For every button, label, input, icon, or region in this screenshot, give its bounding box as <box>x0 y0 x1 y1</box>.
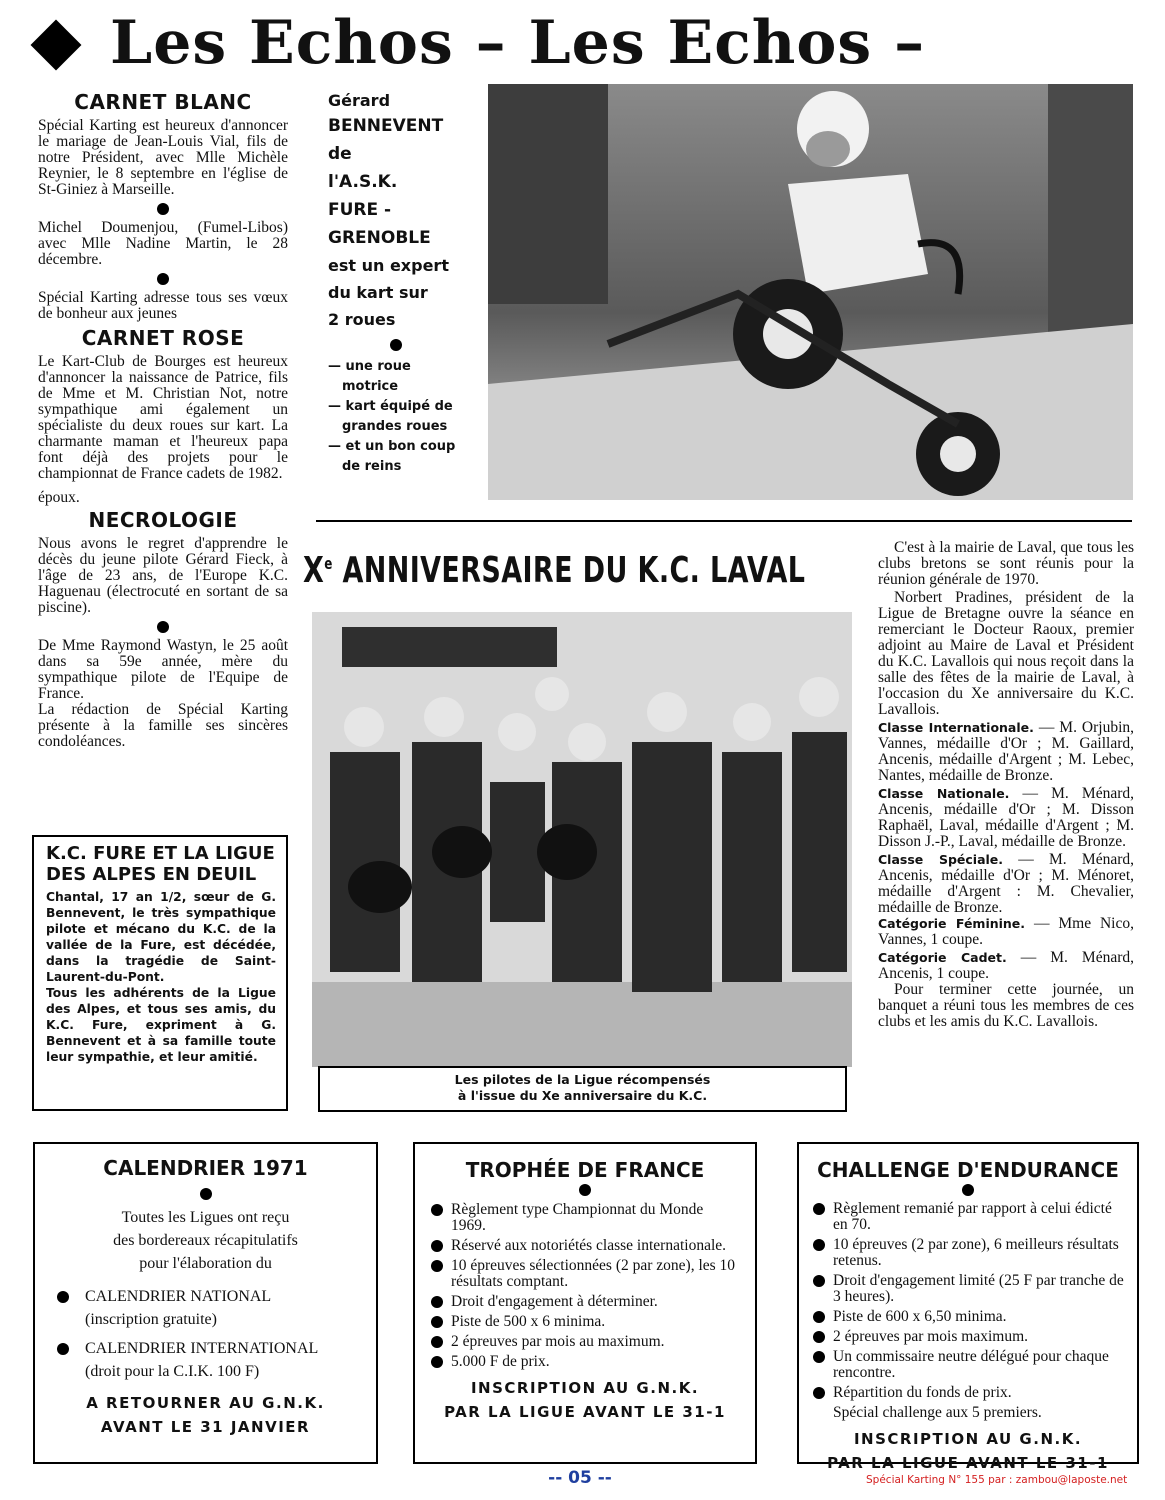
photo-caption-box <box>318 1066 847 1112</box>
carnet-blanc-text-2: Michel Doumenjou, (Fumel-Libos) avec Mlle Nadine Martin, le 28 décembre. <box>38 219 288 268</box>
feature-2: — kart équipé de grandes roues <box>328 399 453 434</box>
gerard-line-5: FURE - <box>328 200 392 220</box>
calendrier-title: CALENDRIER 1971 <box>103 1156 308 1180</box>
calendrier-international: CALENDRIER INTERNATIONAL (droit pour la C.I.K. 100 F) <box>57 1337 376 1383</box>
trophee-box <box>413 1142 757 1464</box>
kart-photo <box>488 84 1133 500</box>
group-photo <box>312 612 852 1067</box>
trophee-title: TROPHÉE DE FRANCE <box>465 1158 705 1182</box>
bullet-icon <box>200 1188 212 1200</box>
gerard-line-4: l'A.S.K. <box>328 172 398 192</box>
necrologie-text-1: Nous avons le regret d'apprendre le décès du jeune pilote Gérard Fieck, à l'âge de 23 ans, de l'Europe K.C. Haguenau (électrocuté en sortant de sa piscine). <box>38 535 288 616</box>
page-number: -- 05 -- <box>548 1468 612 1488</box>
deuil-title: K.C. FURE ET LA LIGUE DES ALPES EN DEUIL <box>46 843 275 885</box>
necrologie-text-2: De Mme Raymond Wastyn, le 25 août dans sa 59e année, mère du sympathique pilote de l'Equipe de France. <box>38 637 288 702</box>
bullet-icon <box>157 273 169 285</box>
challenge-item <box>813 1309 1125 1325</box>
bullet-icon <box>57 1291 69 1303</box>
section-divider <box>316 520 1132 522</box>
masthead-text: Les Echos – Les Echos – <box>110 8 926 78</box>
carnet-blanc-title: CARNET BLANC <box>74 90 252 114</box>
deuil-text-1: Chantal, 17 an 1/2, sœur de G. Bennevent, le très sympathique pilote et mécano du K.C. de la vallée de la Fure, est décédée, dans la tragédie de Saint-Laurent-du-Pont. <box>46 890 276 984</box>
bullet-icon <box>962 1184 974 1196</box>
bullet-icon <box>813 1311 825 1323</box>
credit-line: Spécial Karting N° 155 par : zambou@laposte.net <box>866 1474 1128 1486</box>
carnet-rose-text-1: Le Kart-Club de Bourges est heureux d'annoncer la naissance de Patrice, fils de Mme et M. Christian Not, notre sympathique ami également un spécialiste du deux roues sur kart. La charmante maman et l'heureux papa font déjà des projets pour le championnat de France cadets de 1982. <box>38 353 288 482</box>
calendrier-national: CALENDRIER NATIONAL (inscription gratuite) <box>57 1285 376 1331</box>
gerard-line-3: de <box>328 144 352 164</box>
diamond-icon <box>31 19 82 70</box>
bullet-icon <box>431 1356 443 1368</box>
calendrier-footer: A RETOURNER AU G.N.K. AVANT LE 31 JANVIER <box>86 1394 325 1436</box>
categorie-feminine: Catégorie Féminine. — Mme Nico, Vannes, 1 coupe. <box>878 915 1134 948</box>
challenge-list <box>813 1201 1125 1401</box>
carnet-rose-text-2: époux. <box>38 489 80 506</box>
trophee-item-text: 2 épreuves par mois au maximum. <box>451 1333 665 1350</box>
trophee-item <box>431 1354 741 1370</box>
classe-speciale: Classe Spéciale. — M. Ménard, Ancenis, médaille d'Or ; M. Ménoret, médaille d'Argent : M. Chevalier, médaille de Bronze. <box>878 851 1134 916</box>
classe-internationale: Classe Internationale. — M. Orjubin, Vannes, médaille d'Or ; M. Gaillard, Ancenis, médaille d'Argent ; M. Lebec, Nantes, médaille de Bronze. <box>878 719 1134 784</box>
trophee-item <box>431 1238 741 1254</box>
laval-text-2: Norbert Pradines, président de la Ligue de Bretagne ouvre la séance en remerciant le Docteur Raoux, premier adjoint au Maire de Laval et Président du K.C. Lavallois qui nous reçoit dans la salle des fêtes de la mairie de Laval, à l'occasion du Xe anniversaire du K.C. Lavallois. <box>878 589 1134 718</box>
trophee-item-text: Droit d'engagement à déterminer. <box>451 1293 658 1310</box>
carnet-blanc-text-1: Spécial Karting est heureux d'annoncer le mariage de Jean-Louis Vial, fils de notre Président, avec Mlle Michèle Reynier, le 8 septembre en l'église de St-Giniez à Marseille. <box>38 117 288 198</box>
feature-3: — et un bon coup de reins <box>328 439 456 474</box>
bullet-icon <box>813 1331 825 1343</box>
challenge-item <box>813 1349 1125 1381</box>
challenge-item-text: Règlement remanié par rapport à celui édicté en 70. <box>833 1200 1112 1233</box>
group-illustration <box>312 612 852 1067</box>
bullet-icon <box>813 1387 825 1399</box>
trophee-item-text: Réservé aux notoriétés classe internationale. <box>451 1237 727 1254</box>
bullet-icon <box>813 1239 825 1251</box>
bullet-icon <box>431 1240 443 1252</box>
laval-text-1: C'est à la mairie de Laval, que tous les clubs bretons se sont réunis pour la réunion générale de 1970. <box>878 539 1134 588</box>
carnet-rose-title: CARNET ROSE <box>81 326 245 350</box>
bullet-icon <box>579 1184 591 1196</box>
challenge-item-text: Répartition du fonds de prix. <box>833 1384 1012 1401</box>
challenge-item <box>813 1237 1125 1269</box>
bullet-icon <box>813 1275 825 1287</box>
bullet-icon <box>431 1296 443 1308</box>
bullet-icon <box>813 1351 825 1363</box>
calendrier-intro: Toutes les Ligues ont reçu des bordereaux récapitulatifs pour l'élaboration du <box>113 1209 298 1272</box>
challenge-item-text: Droit d'engagement limité (25 F par tranche de 3 heures). <box>833 1272 1124 1305</box>
challenge-extra: Spécial challenge aux 5 premiers. <box>833 1404 1042 1421</box>
laval-article <box>878 540 1134 1030</box>
trophee-item-text: Règlement type Championnat du Monde 1969. <box>451 1201 704 1234</box>
bullet-icon <box>57 1343 69 1355</box>
challenge-item <box>813 1201 1125 1233</box>
gerard-line-6: GRENOBLE <box>328 228 431 248</box>
kart-illustration <box>488 84 1133 500</box>
bullet-icon <box>431 1336 443 1348</box>
gerard-line-2: BENNEVENT <box>328 116 444 136</box>
left-column <box>38 90 288 750</box>
bullet-icon <box>431 1316 443 1328</box>
trophee-item-text: 5.000 F de prix. <box>451 1353 550 1370</box>
challenge-footer: INSCRIPTION AU G.N.K. PAR LA LIGUE AVANT LE 31-1 <box>827 1430 1109 1472</box>
laval-text-3: Pour terminer cette journée, un banquet a réuni tous les membres de ces clubs et les amis du K.C. Lavallois. <box>878 981 1134 1030</box>
trophee-item <box>431 1334 741 1350</box>
caption-line-1: Les pilotes de la Ligue récompensés <box>454 1072 711 1087</box>
laval-title: Xe ANNIVERSAIRE DU K.C. LAVAL <box>303 550 806 591</box>
challenge-item-text: Piste de 600 x 6,50 minima. <box>833 1308 1007 1325</box>
challenge-item <box>813 1385 1125 1401</box>
bullet-icon <box>390 339 402 351</box>
bullet-icon <box>813 1203 825 1215</box>
bullet-icon <box>431 1260 443 1272</box>
deuil-text-2: Tous les adhérents de la Ligue des Alpes, et tous ses amis, du K.C. Fure, expriment à G. Bennevent et à sa famille toute leur sympathie, et leur amitié. <box>46 986 276 1064</box>
trophee-item <box>431 1202 741 1234</box>
bullet-icon <box>431 1204 443 1216</box>
classe-nationale: Classe Nationale. — M. Ménard, Ancenis, médaille d'Or ; M. Disson Raphaël, Laval, médaille d'Argent ; M. Disson J.-P., Laval, médaille de Bronze. <box>878 785 1134 850</box>
gerard-column <box>328 90 478 477</box>
gerard-line-8: du kart sur <box>328 283 428 302</box>
challenge-item <box>813 1329 1125 1345</box>
challenge-item <box>813 1273 1125 1305</box>
trophee-list <box>431 1202 741 1370</box>
caption-line-2: à l'issue du Xe anniversaire du K.C. <box>457 1088 708 1103</box>
masthead <box>0 0 1165 86</box>
categorie-cadet: Catégorie Cadet. — M. Ménard, Ancenis, 1 coupe. <box>878 949 1134 982</box>
trophee-footer: INSCRIPTION AU G.N.K. PAR LA LIGUE AVANT LE 31-1 <box>444 1379 726 1421</box>
trophee-item <box>431 1258 741 1290</box>
trophee-item-text: 10 épreuves sélectionnées (2 par zone), les 10 résultats comptant. <box>451 1257 736 1290</box>
bullet-icon <box>157 621 169 633</box>
necrologie-title: NECROLOGIE <box>88 508 238 532</box>
challenge-box <box>797 1142 1139 1472</box>
gerard-line-1: Gérard <box>328 91 391 110</box>
necrologie-text-3: La rédaction de Spécial Karting présente à la famille ses sincères condoléances. <box>38 701 288 750</box>
feature-1: — une roue motrice <box>328 359 411 394</box>
carnet-blanc-text-3: Spécial Karting adresse tous ses vœux de bonheur aux jeunes <box>38 289 288 322</box>
trophee-item <box>431 1314 741 1330</box>
challenge-item-text: 10 épreuves (2 par zone), 6 meilleurs résultats retenus. <box>833 1236 1119 1269</box>
gerard-line-9: 2 roues <box>328 310 396 329</box>
deuil-box <box>32 835 288 1111</box>
challenge-item-text: 2 épreuves par mois maximum. <box>833 1328 1028 1345</box>
challenge-item-text: Un commissaire neutre délégué pour chaque rencontre. <box>833 1348 1109 1381</box>
bullet-icon <box>157 203 169 215</box>
trophee-item-text: Piste de 500 x 6 minima. <box>451 1313 606 1330</box>
challenge-title: CHALLENGE D'ENDURANCE <box>817 1158 1119 1182</box>
calendrier-box <box>33 1142 378 1464</box>
trophee-item <box>431 1294 741 1310</box>
gerard-line-7: est un expert <box>328 256 449 275</box>
